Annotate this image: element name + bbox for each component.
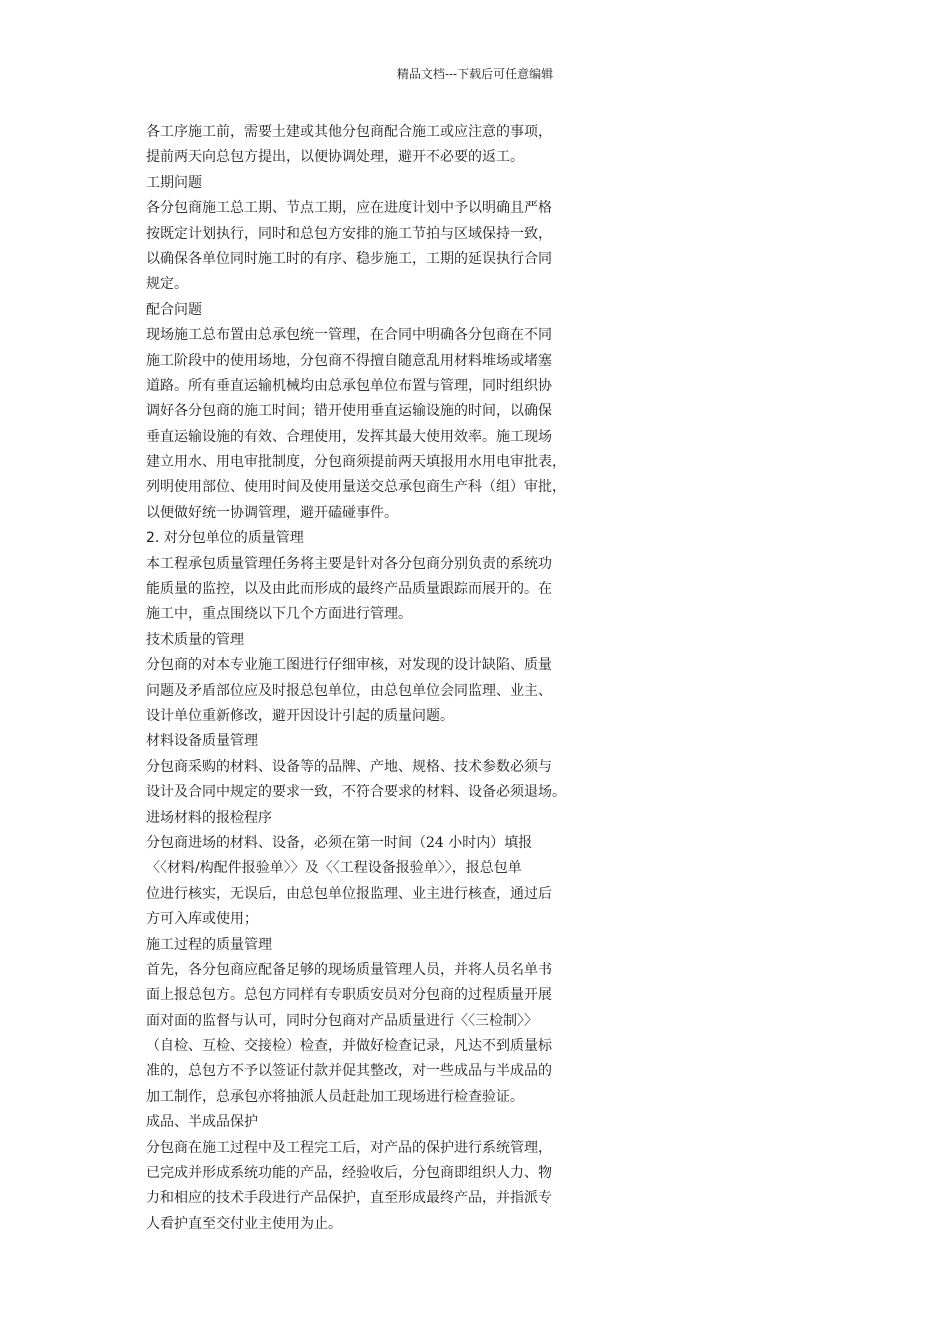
paragraph-line: 分包商在施工过程中及工程完工后，对产品的保护进行系统管理， [146,1139,552,1156]
page-header: 精品文档---下载后可任意编辑 [396,67,554,81]
paragraph-line: 设计单位重新修改，避开因设计引起的质量问题。 [146,707,454,724]
paragraph-line: 准的，总包方不予以签证付款并促其整改，对一些成品与半成品的 [146,1063,552,1080]
paragraph-line: 调好各分包商的施工时间；错开使用垂直运输设施的时间，以确保 [146,403,552,420]
section-heading: 施工过程的质量管理 [146,936,272,953]
section-heading: 2. 对分包单位的质量管理 [146,530,304,547]
section-heading: 技术质量的管理 [146,631,244,648]
paragraph-line: 位进行核实，无误后，由总包单位报监理、业主进行核查，通过后 [146,885,552,902]
paragraph-line: 方可入库或使用； [146,911,258,928]
paragraph-line: 面对面的监督与认可，同时分包商对产品质量进行〈〈三检制〉〉 [146,1012,538,1029]
paragraph-line: 分包商进场的材料、设备，必须在第一时间（24 小时内）填报 [146,834,533,851]
paragraph-line: 能质量的监控，以及由此而形成的最终产品质量跟踪而展开的。在 [146,581,552,598]
paragraph-line: 按既定计划执行，同时和总包方安排的施工节拍与区域保持一致， [146,225,552,242]
paragraph-line: 列明使用部位、使用时间及使用量送交总承包商生产科（组）审批， [146,479,566,496]
paragraph-line: 以便做好统一协调管理，避开磕碰事件。 [146,504,398,521]
paragraph-line: 面上报总包方。总包方同样有专职质安员对分包商的过程质量开展 [146,987,552,1004]
paragraph-line: 分包商的对本专业施工图进行仔细审核，对发现的设计缺陷、质量 [146,657,552,674]
paragraph-line: 各工序施工前，需要土建或其他分包商配合施工或应注意的事项， [146,124,552,140]
paragraph-line: 建立用水、用电审批制度，分包商须提前两天填报用水用电审批表， [146,454,566,471]
paragraph-line: 加工制作，总承包亦将抽派人员赶赴加工现场进行检查验证。 [146,1088,524,1105]
paragraph-line: 〈〈材料/构配件报验单〉〉及〈〈工程设备报验单〉〉，报总包单 [146,860,522,877]
paragraph-line: 提前两天向总包方提出，以便协调处理，避开不必要的返工。 [146,149,524,166]
paragraph-line: 现场施工总布置由总承包统一管理，在合同中明确各分包商在不同 [146,327,552,344]
paragraph-line: 已完成并形成系统功能的产品，经验收后，分包商即组织人力、物 [146,1165,552,1182]
paragraph-line: 各分包商施工总工期、节点工期，应在进度计划中予以明确且严格 [146,200,552,217]
section-heading: 工期问题 [146,174,202,191]
section-heading: 配合问题 [146,301,202,318]
paragraph-line: 力和相应的技术手段进行产品保护，直至形成最终产品，并指派专 [146,1190,552,1207]
paragraph-line: 施工中，重点围绕以下几个方面进行管理。 [146,606,412,623]
paragraph-line: 分包商采购的材料、设备等的品牌、产地、规格、技术参数必须与 [146,758,552,775]
paragraph-line: 以确保各单位同时施工时的有序、稳步施工，工期的延误执行合同 [146,250,552,267]
paragraph-line: 首先，各分包商应配备足够的现场质量管理人员，并将人员名单书 [146,961,552,978]
paragraph-line: 人看护直至交付业主使用为止。 [146,1215,342,1232]
document-body [146,120,816,1237]
section-heading: 材料设备质量管理 [146,733,258,750]
paragraph-line: 道路。所有垂直运输机械均由总承包单位布置与管理，同时组织协 [146,377,552,394]
paragraph-line: （自检、互检、交接检）检查，并做好检查记录，凡达不到质量标 [146,1038,552,1055]
paragraph-line: 规定。 [146,276,188,293]
section-heading: 成品、半成品保护 [146,1114,258,1131]
section-heading: 进场材料的报检程序 [146,809,272,826]
paragraph-line: 本工程承包质量管理任务将主要是针对各分包商分别负责的系统功 [146,555,552,572]
paragraph-line: 施工阶段中的使用场地，分包商不得擅自随意乱用材料堆场或堵塞 [146,352,552,369]
paragraph-line: 设计及合同中规定的要求一致，不符合要求的材料、设备必须退场。 [146,784,566,801]
paragraph-line: 问题及矛盾部位应及时报总包单位，由总包单位会同监理、业主、 [146,682,552,699]
paragraph-line: 垂直运输设施的有效、合理使用，发挥其最大使用效率。施工现场 [146,428,552,445]
